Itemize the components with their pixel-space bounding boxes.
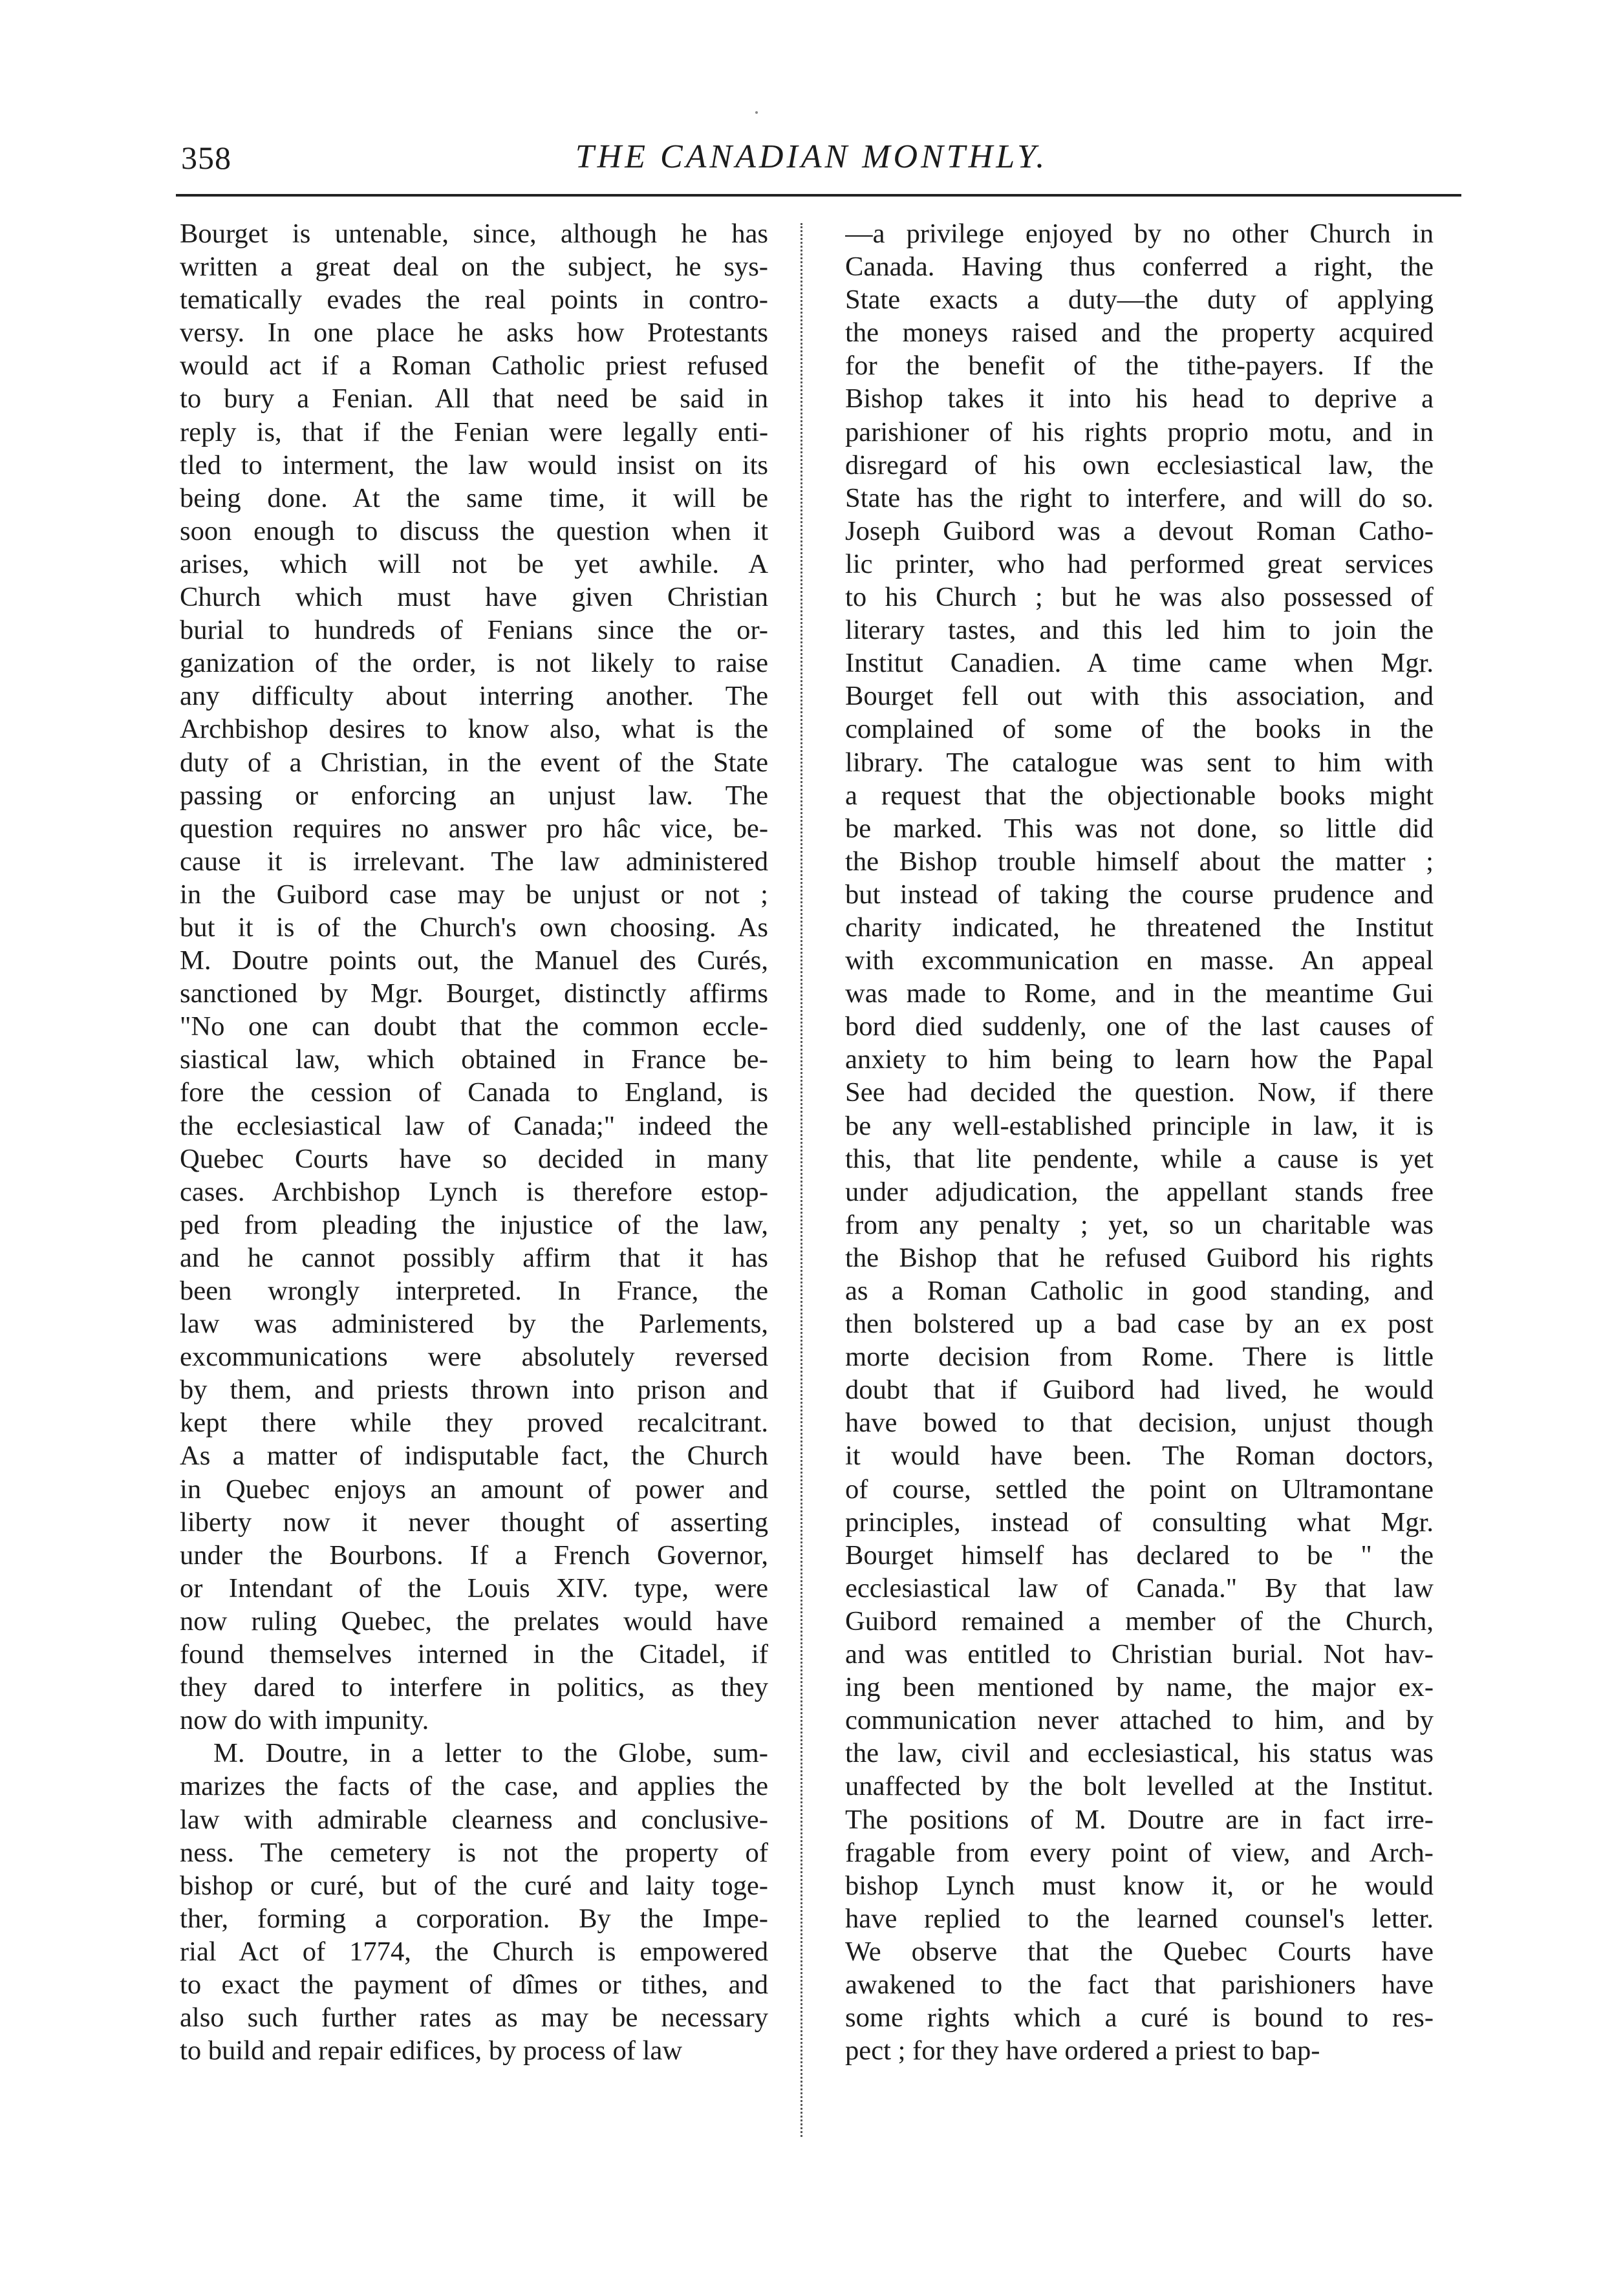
text-line: siastical law, which obtained in France be- — [180, 1044, 768, 1075]
text-line: for the benefit of the tithe-payers. If the — [845, 350, 1434, 381]
text-line: Bourget fell out with this association, and — [845, 681, 1434, 712]
text-line: Institut Canadien. A time came when Mgr. — [845, 648, 1434, 679]
header-rule — [176, 194, 1461, 197]
text-line: cause it is irrelevant. The law administered — [180, 846, 768, 877]
text-line: arises, which will not be yet awhile. A — [180, 548, 768, 579]
text-line: to bury a Fenian. All that need be said in — [180, 383, 768, 414]
text-line: reply is, that if the Fenian were legally enti- — [180, 416, 768, 447]
text-line: anxiety to him being to learn how the Papal — [845, 1044, 1434, 1075]
text-line: Bishop takes it into his head to deprive a — [845, 383, 1434, 414]
text-line: ecclesiastical law of Canada." By that law — [845, 1572, 1434, 1604]
text-line: written a great deal on the subject, he sys- — [180, 252, 768, 283]
text-line: ganization of the order, is not likely to raise — [180, 648, 768, 679]
text-line: by them, and priests thrown into prison and — [180, 1375, 768, 1406]
text-line: a request that the objectionable books might — [845, 780, 1434, 811]
text-line: sanctioned by Mgr. Bourget, distinctly affirms — [180, 978, 768, 1009]
text-line: with excommunication en masse. An appeal — [845, 945, 1434, 976]
text-line: the Bishop trouble himself about the matter ; — [845, 846, 1434, 877]
text-line: cases. Archbishop Lynch is therefore estop- — [180, 1176, 768, 1207]
text-line: State has the right to interfere, and will do so. — [845, 482, 1434, 513]
text-line: excommunications were absolutely reversed — [180, 1342, 768, 1373]
text-line: and was entitled to Christian burial. Not hav- — [845, 1639, 1434, 1670]
text-line: fore the cession of Canada to England, is — [180, 1077, 768, 1108]
text-line: Canada. Having thus conferred a right, the — [845, 252, 1434, 283]
text-line: from any penalty ; yet, so un charitable was — [845, 1209, 1434, 1240]
text-line: soon enough to discuss the question when it — [180, 515, 768, 546]
text-line: in Quebec enjoys an amount of power and — [180, 1474, 768, 1505]
text-line: law was administered by the Parlements, — [180, 1309, 768, 1340]
text-line: liberty now it never thought of asserting — [180, 1507, 768, 1538]
text-line: passing or enforcing an unjust law. The — [180, 780, 768, 811]
text-line: be any well-established principle in law, it is — [845, 1110, 1434, 1141]
text-line: unaffected by the bolt levelled at the Institut. — [845, 1771, 1434, 1802]
text-line: to build and repair edifices, by process of law — [180, 2035, 683, 2066]
text-line: doubt that if Guibord had lived, he would — [845, 1375, 1434, 1406]
text-line: principles, instead of consulting what Mgr. — [845, 1507, 1434, 1538]
text-line: versy. In one place he asks how Protestants — [180, 317, 768, 349]
text-line: found themselves interned in the Citadel, if — [180, 1639, 768, 1670]
text-line: Bourget is untenable, since, although he has — [180, 219, 768, 249]
text-line: law with admirable clearness and conclusive- — [180, 1804, 768, 1835]
text-line: morte decision from Rome. There is little — [845, 1342, 1434, 1373]
text-line: then bolstered up a bad case by an ex post — [845, 1309, 1434, 1340]
text-line: now do with impunity. — [180, 1705, 429, 1736]
text-line: or Intendant of the Louis XIV. type, were — [180, 1572, 768, 1604]
text-line: duty of a Christian, in the event of the State — [180, 747, 768, 778]
text-line: marizes the facts of the case, and applies the — [180, 1771, 768, 1802]
text-line: any difficulty about interring another. The — [180, 681, 768, 712]
text-line: fragable from every point of view, and Arch- — [845, 1837, 1434, 1868]
text-line: tematically evades the real points in contro- — [180, 284, 768, 316]
text-line: be marked. This was not done, so little did — [845, 813, 1434, 844]
text-line: been wrongly interpreted. In France, the — [180, 1276, 768, 1306]
text-line: also such further rates as may be necessary — [180, 2002, 768, 2033]
left-column — [180, 217, 768, 2067]
text-line: this, that lite pendente, while a cause is yet — [845, 1143, 1434, 1174]
text-line: communication never attached to him, and by — [845, 1705, 1434, 1736]
text-line: Archbishop desires to know also, what is the — [180, 714, 768, 745]
page-speck — [755, 111, 758, 114]
text-line: ness. The cemetery is not the property of — [180, 1837, 768, 1868]
text-line: in the Guibord case may be unjust or not ; — [180, 879, 768, 910]
page-number: 358 — [181, 140, 231, 176]
text-line: the law, civil and ecclesiastical, his status was — [845, 1738, 1434, 1769]
text-line: M. Doutre, in a letter to the Globe, sum- — [213, 1738, 768, 1769]
text-line: complained of some of the books in the — [845, 714, 1434, 745]
text-line: under the Bourbons. If a French Governor, — [180, 1540, 768, 1571]
running-title: THE CANADIAN MONTHLY. — [575, 138, 1048, 175]
text-line: the ecclesiastical law of Canada;" indeed the — [180, 1110, 768, 1141]
text-line: ped from pleading the injustice of the law, — [180, 1209, 768, 1240]
text-line: the Bishop that he refused Guibord his rights — [845, 1242, 1434, 1273]
text-line: as a Roman Catholic in good standing, and — [845, 1276, 1434, 1306]
text-line: kept there while they proved recalcitrant. — [180, 1408, 768, 1439]
text-line: would act if a Roman Catholic priest refused — [180, 350, 768, 381]
text-line: As a matter of indisputable fact, the Church — [180, 1441, 768, 1472]
text-line: See had decided the question. Now, if there — [845, 1077, 1434, 1108]
text-line: bishop or curé, but of the curé and laity toge- — [180, 1870, 768, 1901]
text-line: literary tastes, and this led him to join the — [845, 615, 1434, 646]
right-column — [845, 217, 1434, 2067]
text-line: and he cannot possibly affirm that it has — [180, 1242, 768, 1273]
text-line: ing been mentioned by name, the major ex- — [845, 1672, 1434, 1703]
text-line: some rights which a curé is bound to res- — [845, 2002, 1434, 2033]
text-line: The positions of M. Doutre are in fact irre- — [845, 1804, 1434, 1835]
text-line: now ruling Quebec, the prelates would have — [180, 1605, 768, 1636]
text-line: bishop Lynch must know it, or he would — [845, 1870, 1434, 1901]
text-line: have replied to the learned counsel's letter. — [845, 1903, 1434, 1934]
text-line: to exact the payment of dîmes or tithes, and — [180, 1969, 768, 2000]
text-line: Joseph Guibord was a devout Roman Catho- — [845, 515, 1434, 546]
text-line: question requires no answer pro hâc vice, be- — [180, 813, 768, 844]
text-line: pect ; for they have ordered a priest to bap- — [845, 2035, 1320, 2066]
column-divider — [801, 223, 802, 2137]
text-line: to his Church ; but he was also possessed of — [845, 582, 1434, 613]
text-line: bord died suddenly, one of the last causes of — [845, 1011, 1434, 1042]
text-line: —a privilege enjoyed by no other Church in — [845, 219, 1434, 249]
text-line: ther, forming a corporation. By the Impe- — [180, 1903, 768, 1934]
text-line: We observe that the Quebec Courts have — [845, 1936, 1434, 1967]
text-line: Bourget himself has declared to be " the — [845, 1540, 1434, 1571]
text-line: being done. At the same time, it will be — [180, 482, 768, 513]
text-line: M. Doutre points out, the Manuel des Curés, — [180, 945, 768, 976]
text-line: "No one can doubt that the common eccle- — [180, 1011, 768, 1042]
text-line: rial Act of 1774, the Church is empowered — [180, 1936, 768, 1967]
text-line: but it is of the Church's own choosing. As — [180, 912, 768, 943]
text-line: was made to Rome, and in the meantime Gui — [845, 978, 1434, 1009]
text-line: they dared to interfere in politics, as they — [180, 1672, 768, 1703]
text-line: parishioner of his rights proprio motu, and in — [845, 416, 1434, 447]
text-line: disregard of his own ecclesiastical law, the — [845, 449, 1434, 480]
text-line: charity indicated, he threatened the Institut — [845, 912, 1434, 943]
text-line: but instead of taking the course prudence and — [845, 879, 1434, 910]
text-line: of course, settled the point on Ultramontane — [845, 1474, 1434, 1505]
text-line: it would have been. The Roman doctors, — [845, 1441, 1434, 1472]
text-line: lic printer, who had performed great services — [845, 548, 1434, 579]
text-line: library. The catalogue was sent to him with — [845, 747, 1434, 778]
text-line: Guibord remained a member of the Church, — [845, 1605, 1434, 1636]
text-line: burial to hundreds of Fenians since the or- — [180, 615, 768, 646]
text-line: tled to interment, the law would insist on its — [180, 449, 768, 480]
text-line: the moneys raised and the property acquired — [845, 317, 1434, 349]
text-line: awakened to the fact that parishioners have — [845, 1969, 1434, 2000]
text-line: Church which must have given Christian — [180, 582, 768, 613]
text-line: State exacts a duty—the duty of applying — [845, 284, 1434, 316]
text-line: Quebec Courts have so decided in many — [180, 1143, 768, 1174]
text-line: have bowed to that decision, unjust though — [845, 1408, 1434, 1439]
text-line: under adjudication, the appellant stands free — [845, 1176, 1434, 1207]
